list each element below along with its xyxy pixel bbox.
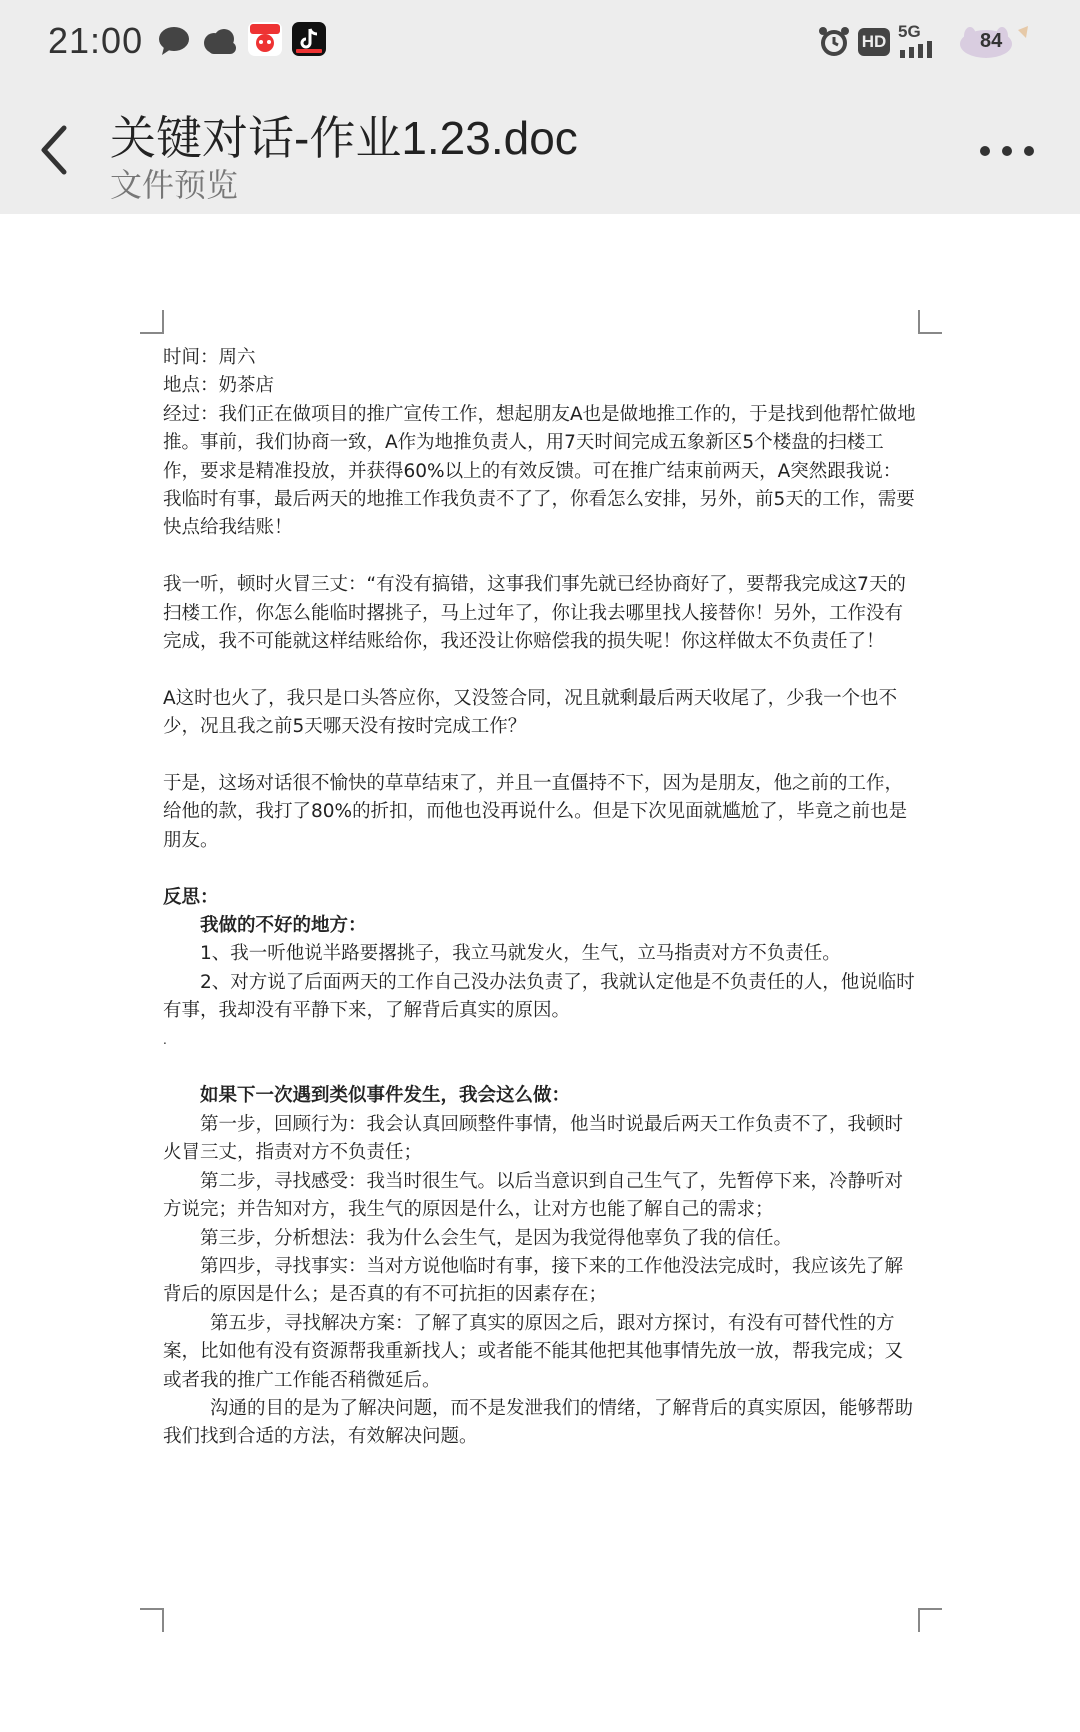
doc-paragraph: 我一听，顿时火冒三丈：“有没有搞错，这事我们事先就已经协商好了，要帮我完成这7天的扫楼工作，你怎么能临时撂挑子，马上过年了，你让我去哪里找人接替你！另外，工作没有完成，我不可能就这样结账给你，我还没让你赔偿我的损失呢！你这样做太不负责任了！ (163, 574, 906, 653)
closing-paragraph: 沟通的目的是为了解决问题，而不是发泄我们的情绪，了解背后的真实原因，能够帮助我们找到合适的方法，有效解决问题。 (163, 1397, 914, 1448)
tiktok-icon (292, 22, 326, 56)
message-icon (158, 26, 190, 56)
network-label: 5G (898, 22, 921, 41)
hd-icon: HD (858, 28, 890, 56)
step-item: 第一步，回顾行为：我会认真回顾整件事情，他当时说最后两天工作负责不了，我顿时火冒三丈，指责对方不负责任； (163, 1113, 904, 1164)
battery-level: 84 (980, 30, 1003, 52)
crop-mark-bottom-left (140, 1608, 164, 1632)
back-arrow-icon[interactable] (34, 120, 74, 180)
step-item: 第三步，分析想法：我为什么会生气，是因为我觉得他辜负了我的信任。 (200, 1227, 793, 1249)
crop-mark-bottom-right (918, 1608, 942, 1632)
crop-mark-top-left (140, 310, 164, 334)
signal-icon (898, 40, 948, 58)
crop-mark-top-right (918, 310, 942, 334)
doc-time-line: 时间：周六 (163, 347, 256, 368)
reflection-heading: 反思： (163, 886, 219, 908)
next-time-heading: 如果下一次遇到类似事件发生，我会这么做： (200, 1085, 571, 1107)
app-notification-icon (248, 22, 282, 56)
step-item: 第四步，寻找事实：当对方说他临时有事，接下来的工作他没法完成时，我应该先了解背后的原因是什么；是否真的有不可抗拒的因素存在； (163, 1255, 904, 1306)
status-bar (0, 0, 1080, 86)
doc-paragraph: A这时也火了，我只是口头答应你，又没签合同，况且就剩最后两天收尾了，少我一个也不少，况且我之前5天哪天没有按时完成工作？ (163, 687, 898, 738)
step-item: 第五步，寻找解决方案：了解了真实的原因之后，跟对方探讨，有没有可替代性的方案，比如他有没有资源帮我重新找人；或者能不能其他把其他事情先放一放，帮我完成；又或者我的推广工作能否稍微延后。 (163, 1312, 904, 1391)
document-title: 关键对话-作业1.23.doc (110, 112, 578, 164)
alarm-icon (818, 26, 850, 58)
document-body (163, 344, 918, 1452)
step-item: 第二步，寻找感受：我当时很生气。以后当意识到自己生气了，先暂停下来，冷静听对方说完；并告知对方，我生气的原因是什么，让对方也能了解自己的需求； (163, 1170, 904, 1221)
shortcoming-item: 2、对方说了后面两天的工作自己没办法负责了，我就认定他是不负责任的人，他说临时有事，我却没有平静下来，了解背后真实的原因。 (163, 971, 915, 1022)
doc-place-line: 地点：奶茶店 (163, 375, 275, 397)
shortcomings-heading: 我做的不好的地方： (200, 915, 367, 937)
more-options-icon[interactable] (976, 136, 1046, 166)
document-subtitle: 文件预览 (110, 166, 239, 204)
cloud-icon (202, 28, 238, 54)
top-bar (0, 0, 1080, 214)
status-time: 21:00 (48, 20, 144, 61)
stray-dot: . (163, 1032, 167, 1047)
app-bar (0, 86, 1080, 214)
doc-paragraph: 经过：我们正在做项目的推广宣传工作，想起朋友A也是做地推工作的，于是找到他帮忙做地推。事前，我们协商一致，A作为地推负责人，用7天时间完成五象新区5个楼盘的扫楼工作，要求是精准投放，并获得60%以上的有效反馈。可在推广结束前两天，A突然跟我说：我临时有事，最后两天的地推工作我负责不了了，你看怎么安排，另外，前5天的工作，需要快点给我结账！ (163, 403, 916, 539)
doc-paragraph: 于是，这场对话很不愉快的草草结束了，并且一直僵持不下，因为是朋友，他之前的工作，给他的款，我打了80%的折扣，而他也没再说什么。但是下次见面就尴尬了，毕竟之前也是朋友。 (163, 773, 908, 851)
shortcoming-item: 1、我一听他说半路要撂挑子，我立马就发火，生气，立马指责对方不负责任。 (200, 943, 841, 965)
document-preview (0, 214, 1080, 1732)
